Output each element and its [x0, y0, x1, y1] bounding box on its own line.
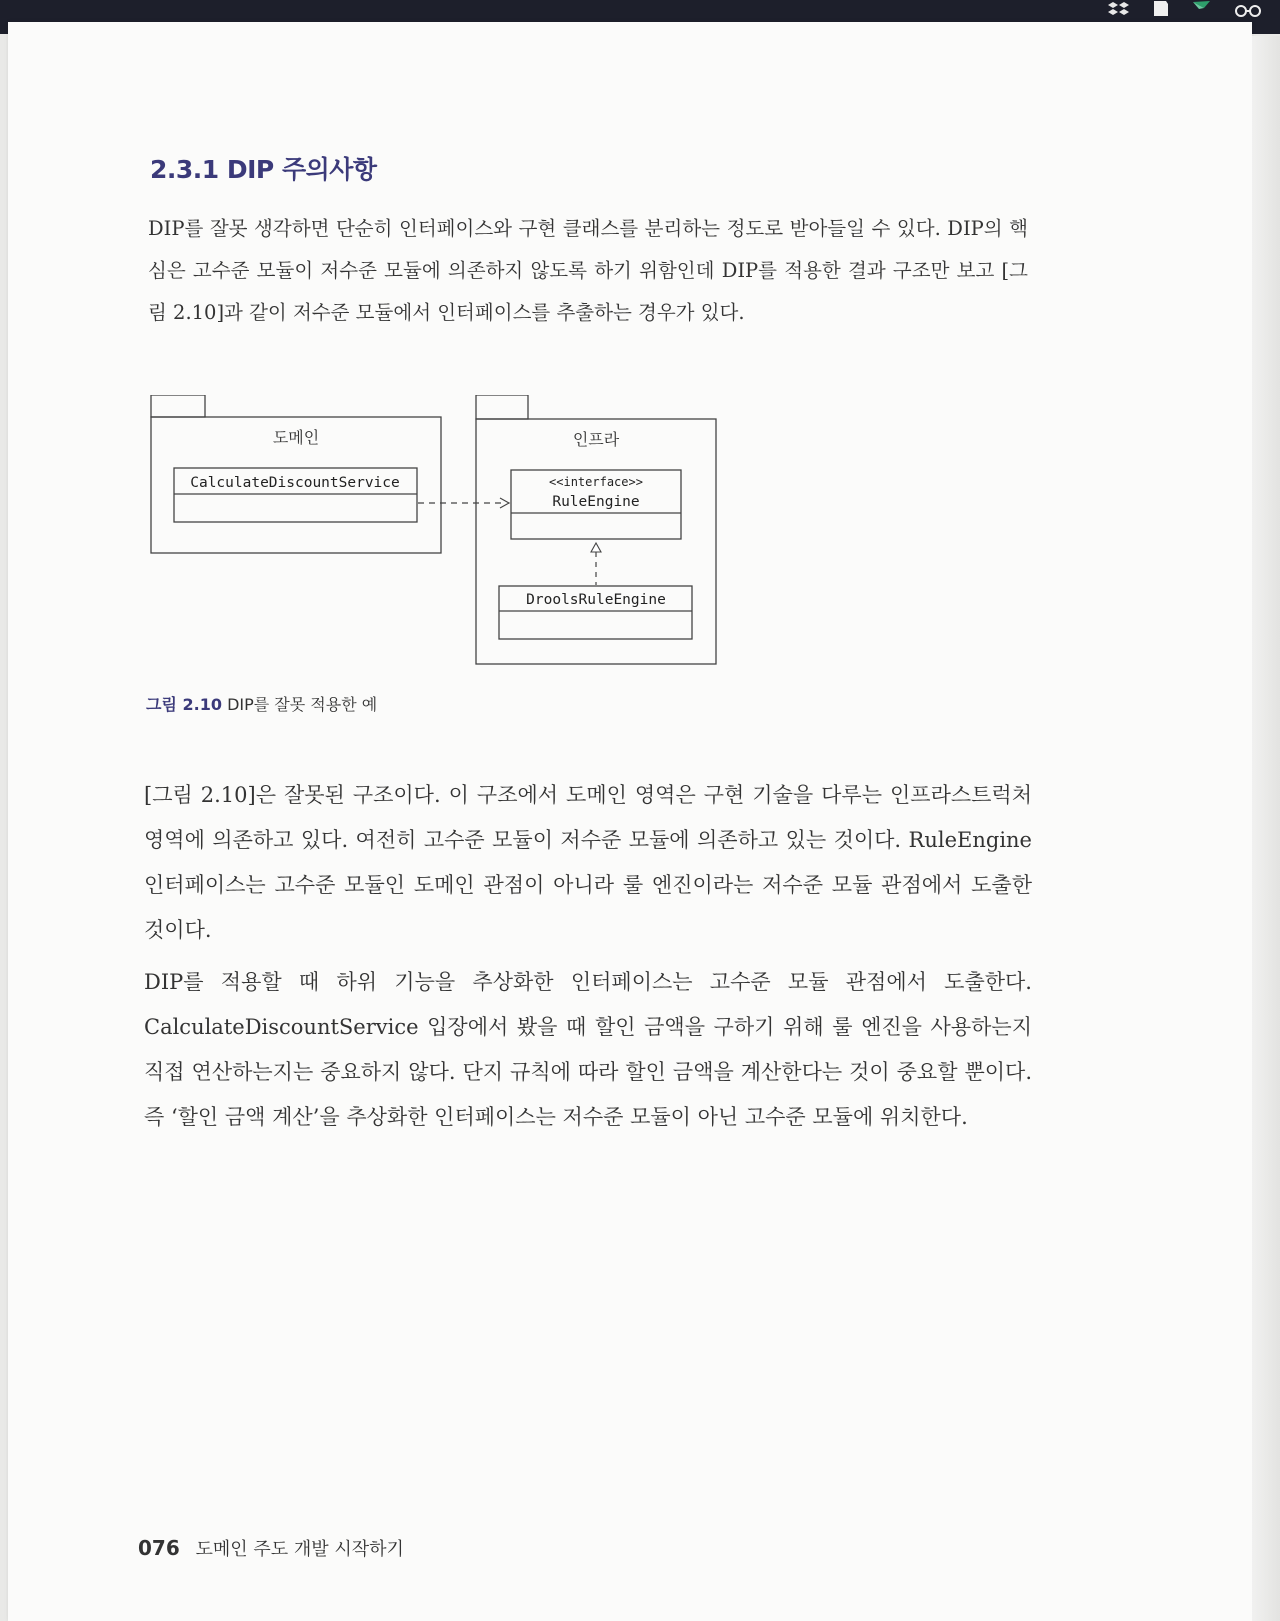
- flag-icon[interactable]: [1192, 0, 1212, 18]
- uml-diagram-svg: [150, 395, 750, 680]
- impl-class-name: DroolsRuleEngine: [526, 592, 666, 608]
- paragraph-intro: DIP를 잘못 생각하면 단순히 인터페이스와 구현 클래스를 분리하는 정도로 받아들일 수 있다. DIP의 핵심은 고수준 모듈이 저수준 모듈에 의존하지 않도록 하기 위함인데 DIP를 적용한 결과 구조만 보고 [그림 2.10]과 같이 저수준 모듈에서 인터페이스를 추출하는 경우가 있다.: [148, 217, 1028, 324]
- domain-package-label: 도메인: [272, 428, 320, 447]
- uml-diagram: [150, 395, 750, 680]
- page-footer: [138, 1535, 404, 1561]
- glasses-icon[interactable]: [1234, 0, 1262, 18]
- domain-package-tab: [151, 395, 205, 417]
- infra-package: [476, 419, 716, 664]
- paragraph-wrong-structure: [그림 2.10]은 잘못된 구조이다. 이 구조에서 도메인 영역은 구현 기술을 다루는 인프라스트럭처 영역에 의존하고 있다. 여전히 고수준 모듈이 저수준 모듈에 의존하고 있는 것이다. RuleEngine 인터페이스는 고수준 모듈인 도메인 관점이 아니라 룰 엔진이라는 저수준 모듈 관점에서 도출한 것이다.: [144, 783, 1032, 942]
- menubar-icons: [1108, 0, 1280, 20]
- domain-class-name: CalculateDiscountService: [190, 475, 400, 491]
- figure-caption: [146, 692, 377, 715]
- figure-caption-text: DIP를 잘못 적용한 예: [227, 695, 378, 714]
- realization-arrow-head: [591, 543, 601, 552]
- dropbox-icon[interactable]: [1108, 0, 1130, 18]
- page-number: 076: [138, 1536, 180, 1560]
- note-icon[interactable]: [1152, 0, 1170, 18]
- infra-package-tab: [476, 395, 528, 419]
- page-edge: [1252, 36, 1280, 1621]
- section-title: 2.3.1 DIP 주의사항: [150, 155, 377, 184]
- figure-caption-number: 그림 2.10: [146, 695, 222, 714]
- infra-package-label: 인프라: [572, 430, 620, 449]
- interface-name: RuleEngine: [552, 494, 640, 510]
- book-title: 도메인 주도 개발 시작하기: [195, 1539, 404, 1560]
- interface-stereotype: <<interface>>: [549, 475, 643, 489]
- paragraph-dip-guidance: DIP를 적용할 때 하위 기능을 추상화한 인터페이스는 고수준 모듈 관점에서 도출한다. CalculateDiscountService 입장에서 봤을 때 할인 금액을 구하기 위해 룰 엔진을 사용하는지 직접 연산하는지는 중요하지 않다. 단지 규칙에 따라 할인 금액을 계산한다는 것이 중요할 뿐이다. 즉 ‘할인 금액 계산’을 추상화한 인터페이스는 저수준 모듈이 아닌 고수준 모듈에 위치한다.: [144, 970, 1032, 1129]
